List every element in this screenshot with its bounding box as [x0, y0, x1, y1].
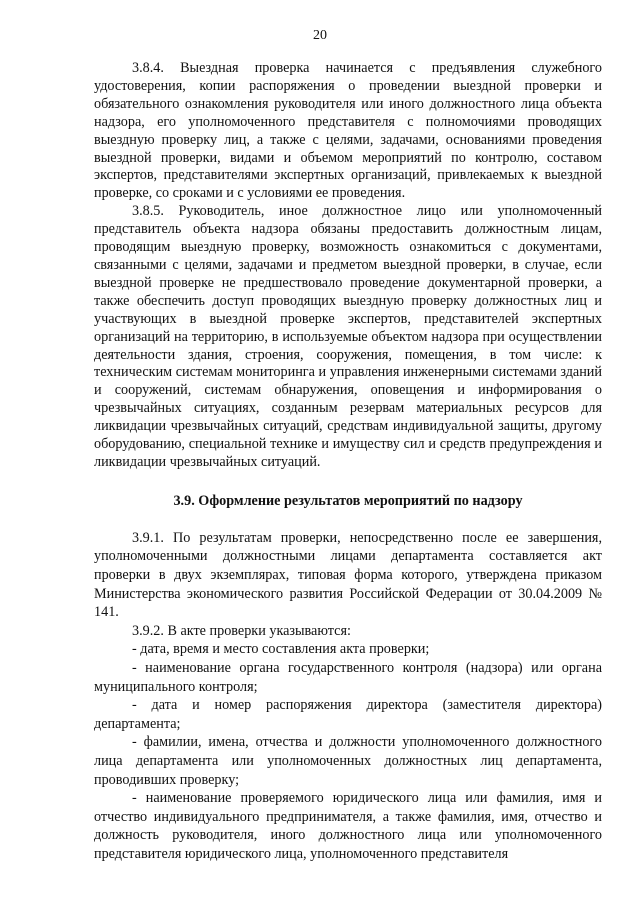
list-item: - наименование органа государственного контроля (надзора) или органа муниципального контроля; [94, 660, 602, 695]
paragraph-3-9-1: 3.9.1. По результатам проверки, непосредственно после ее завершения, уполномоченными должностными лицами департамента составляется акт проверки в двух экземплярах, типовая форма которого, утверждена приказом Министерства экономического развития Российской Федерации от 30.04.2009 № 141. [94, 529, 602, 621]
list-item: - наименование проверяемого юридического лица или фамилия, имя и отчество индивидуального предпринимателя, а также фамилия, имя, отчество и должность руководителя, иного должностного лица или уполномоченного представителя юридического лица, уполномоченного представителя [94, 790, 602, 862]
section-3-9 [94, 529, 602, 864]
document-body [94, 60, 602, 864]
paragraph-3-8-4: 3.8.4. Выездная проверка начинается с предъявления служебного удостоверения, копии распоряжения о проведении выездной проверки и обязательного ознакомления руководителя или иного должностного лица объекта надзора, его уполномоченного представителя с полномочиями проводящих выездную проверку лиц, а также с целями, задачами, основаниями проведения выездной проверки, видами и объемом мероприятий по контролю, составом экспертов, представителями экспертных организаций, привлекаемых к выездной проверке, со сроками и с условиями ее проведения. [94, 60, 602, 202]
list-item: - дата и номер распоряжения директора (заместителя директора) департамента; [94, 697, 602, 732]
section-3-8 [94, 60, 602, 472]
list-item: - фамилии, имена, отчества и должности уполномоченного должностного лица департамента или уполномоченных должностных лиц департамента, проводивших проверку; [94, 734, 602, 788]
section-heading-3-9: 3.9. Оформление результатов мероприятий по надзору [173, 492, 523, 509]
page-number: 20 [313, 28, 327, 43]
paragraph-3-9-2: 3.9.2. В акте проверки указываются: [132, 622, 351, 639]
paragraph-3-8-5: 3.8.5. Руководитель, иное должностное лицо или уполномоченный представитель объекта надзора обязаны предоставить должностным лицам, проводящим выездную проверку, возможность ознакомиться с документами, связанными с целями, задачами и предметом выездной проверки, в случае, если выездной проверке не предшествовало проведение документарной проверки, а также обеспечить доступ проводящих выездную проверку должностных лиц и участвующих в выездной проверке экспертов, представителей экспертных организаций на территорию, в используемые объектом надзора при осуществлении деятельности здания, строения, сооружения, помещения, в том числе: к техническим системам мониторинга и управления инженерными системами зданий и сооружений, системам обнаружения, оповещения и информирования о чрезвычайных ситуациях, созданным резервам материальных ресурсов для ликвидации чрезвычайных ситуаций, средствам индивидуальной защиты, другому оборудованию, специальной технике и имуществу сил и средств предупреждения и ликвидации чрезвычайных ситуаций. [94, 203, 602, 470]
list-item: - дата, время и место составления акта проверки; [132, 641, 430, 658]
